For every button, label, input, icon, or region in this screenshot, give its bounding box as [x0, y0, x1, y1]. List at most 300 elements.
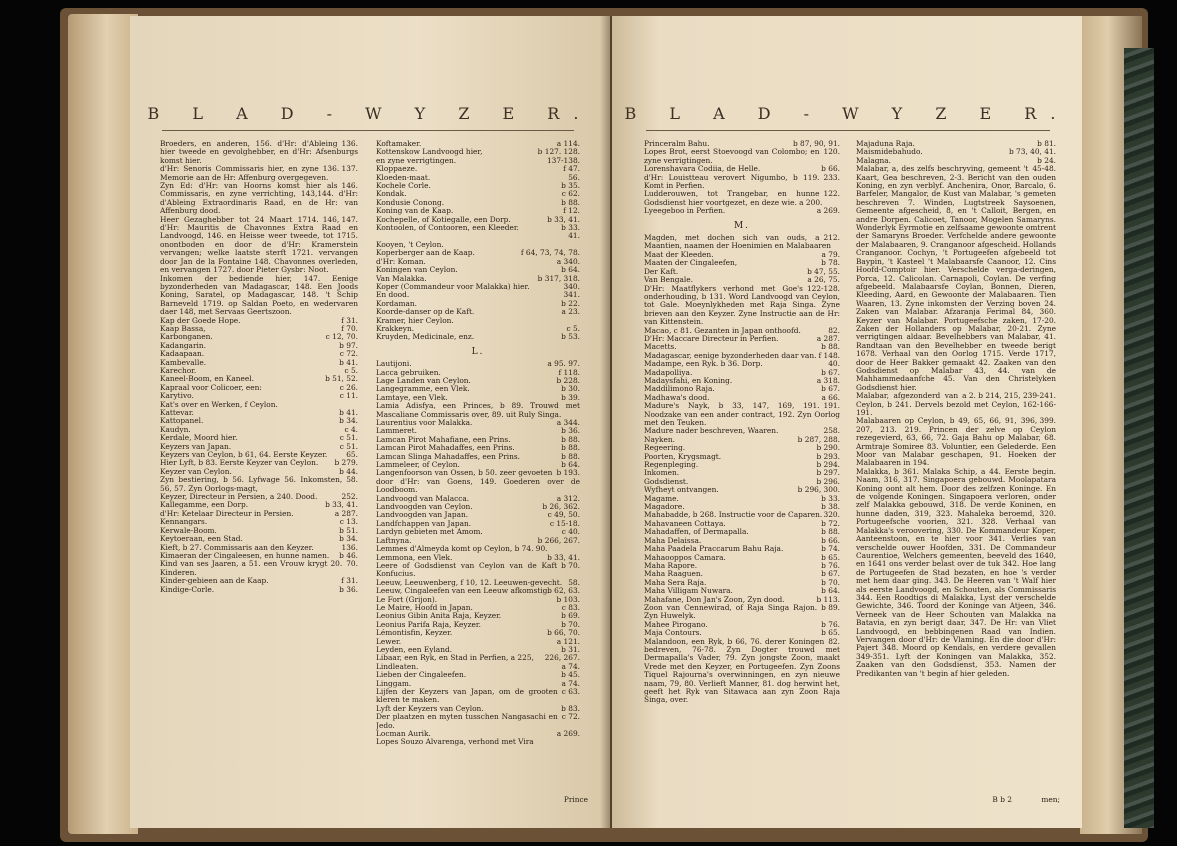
index-column-2: [856, 140, 1056, 678]
entry-text: Koperberger aan de Kaap.: [376, 249, 475, 258]
index-entry: [160, 493, 358, 501]
page-reference: b 69.: [561, 612, 580, 621]
entry-text: Leeuw, Cingaleefen van een Leeuw afkomstig.: [376, 587, 550, 596]
entry-text: Kimaeran der Cingaleesen, en hunne namen.: [160, 551, 330, 560]
entry-text: Le Fort (Grijon).: [376, 595, 438, 604]
page-reference: b 53.: [561, 333, 580, 342]
page-reference: c 4.: [344, 425, 358, 434]
entry-text: Malabaaren op Ceylon, b 49, 65, 66, 91, 207, 213. 219. Princen der zelve op Ceylon rezegevierd, 63, 66, 72. Gaja Bahu op Malabar, 68. Armtraje Somiree 83. Voluntier, een Gelederde. Een Moor van Malabar geschapen, 91. Hoeken der Malabaaren in 194.: [856, 417, 1056, 468]
entry-text: Kramer, hier Ceylon.: [376, 316, 454, 325]
entry-text: Kap der Goede Hope.: [160, 316, 241, 325]
entry-text: Regeering.: [644, 444, 686, 453]
page-reference: b 65.: [821, 629, 840, 638]
page-reference: b 76.: [821, 620, 840, 629]
index-entry: [376, 537, 580, 545]
entry-text: Maddilimono Raja.: [644, 385, 715, 394]
page-reference: b 30.: [561, 385, 580, 394]
page-reference: b 89.: [821, 603, 840, 612]
index-entry: [160, 275, 358, 317]
page-reference: c 13.: [339, 518, 358, 527]
entry-text: Lewer.: [376, 637, 402, 646]
page-reference: c 83.: [561, 603, 580, 612]
page-reference: b 87, 90, 91.: [792, 140, 840, 148]
index-entry: [160, 375, 358, 383]
page-reference: b 70.: [561, 561, 580, 570]
entry-text: Koorde-danser op de Kaft.: [376, 308, 475, 317]
marbled-endpaper: [1124, 48, 1154, 828]
index-entry: [376, 604, 580, 612]
index-entry: [644, 638, 840, 705]
index-entry: [376, 360, 580, 368]
page-reference: b 228.: [556, 376, 580, 385]
index-entry: [376, 503, 580, 511]
entry-text: Mahabadde, b 268. Instructie voor de Caparen.: [644, 511, 823, 520]
page-reference: b 88.: [561, 444, 580, 453]
entry-text: Landvoogd van Malacca.: [376, 494, 470, 503]
index-entry: [376, 427, 580, 435]
page-reference: b 74.: [821, 545, 840, 554]
page-reference: 341.: [563, 291, 580, 300]
entry-text: Leonius Parifa Raja, Keyzer.: [376, 620, 481, 629]
entry-text: Lamcan Pirot Mahadaffes, een Prins.: [376, 444, 515, 453]
entry-text: Van Bengale.: [644, 276, 693, 285]
index-entry: [376, 587, 580, 595]
entry-text: Mahadaffen, of Dermapalla.: [644, 528, 749, 537]
entry-text: Kennangars.: [160, 518, 208, 527]
index-entry: [376, 453, 580, 461]
entry-text: Maha Delaissa.: [644, 536, 702, 545]
page-reference: a 269.: [556, 730, 580, 739]
page-reference: c 51.: [339, 442, 358, 451]
entry-text: Lage Landen van Ceylon.: [376, 376, 471, 385]
entry-text: Zyn bestiering, b 56. Lyfwage 56. Inkomsten, 56, 57. Zyn Oorlogs-magt,: [160, 476, 343, 493]
page-reference: b 66.: [821, 536, 840, 545]
page-reference: 136.: [341, 140, 358, 148]
entry-text: Koftamaker.: [376, 140, 422, 148]
index-entry: [376, 621, 580, 629]
entry-text: Maha Rapore.: [644, 561, 698, 570]
header-rule: [162, 130, 574, 131]
entry-text: Mahavaneen Cottaya.: [644, 519, 726, 528]
index-entry: [376, 545, 580, 553]
index-entry: [644, 570, 840, 578]
entry-text: Lyft der Keyzers van Ceylon.: [376, 704, 484, 713]
page-reference: b 41.: [339, 409, 358, 417]
entry-text: Lieben der Cingaleefen.: [376, 671, 467, 680]
entry-text: Libaar, een Ryk, en Stad in Perfien, a 225,: [376, 654, 534, 663]
page-reference: b 266, 267.: [537, 536, 580, 545]
index-entry: [376, 258, 580, 266]
page-reference: c 5.: [344, 366, 358, 375]
page-reference: 146, 147.: [322, 215, 358, 224]
page-reference: b 103.: [556, 595, 580, 604]
entry-text: Keytoeraan, een Stad.: [160, 535, 243, 544]
page-reference: b 62, 63.: [547, 587, 580, 596]
entry-text: Kambevalle.: [160, 358, 207, 367]
index-entry: [376, 190, 580, 198]
entry-text: D'Hr: Maatflykers verhond met Goe's onderhouding, b 131. Word Landvoogd van Ceylon, tot Gale. Moeynlykheden met Raja Singa. Zyne brieven aan den Keyzer. Zyne Instructie aan de Hr: van Kittenstein.: [644, 284, 840, 327]
page-reference: a 340.: [556, 257, 580, 266]
page-reference: c 40.: [561, 528, 580, 537]
entry-text: Magame.: [644, 494, 679, 503]
index-entry: [644, 427, 840, 435]
page-reference: f 31.: [341, 316, 358, 325]
page-reference: b 64.: [561, 266, 580, 275]
entry-text: Madaysfahi, en Koning.: [644, 376, 733, 385]
entry-text: Poorten, Krygsmagt.: [644, 452, 722, 461]
page-reference: f 118.: [558, 368, 580, 377]
page-reference: b 66.: [821, 165, 840, 174]
entry-text: Maha Raaguen.: [644, 570, 704, 579]
index-entry: [160, 216, 358, 275]
index-entry: [376, 157, 580, 165]
entry-text: En dood.: [376, 291, 410, 300]
page-reference: b 88.: [821, 528, 840, 537]
entry-text: Kattevar.: [160, 409, 194, 417]
entry-text: Kapraal voor Colicoer, een:: [160, 383, 262, 392]
page-reference: b 83.: [561, 704, 580, 713]
page-reference: b 33, 41.: [325, 501, 358, 510]
index-entry: [376, 369, 580, 377]
index-entry: [160, 560, 358, 577]
index-entry: [856, 140, 1056, 148]
index-entry: [376, 216, 580, 224]
index-entry: [644, 621, 840, 629]
page-reference: f 31.: [341, 577, 358, 586]
entry-text: Leeuw, Leeuwenberg, f 10, 12. Leeuwen-gevecht.: [376, 578, 563, 587]
index-entry: [644, 268, 840, 276]
page-reference: 41.: [568, 232, 580, 241]
index-entry: [376, 713, 580, 730]
entry-text: Krakkeyn.: [376, 324, 415, 333]
page-reference: b 72.: [821, 519, 840, 528]
entry-text: Kinder-gebieen aan de Kaap.: [160, 577, 269, 586]
entry-text: Lammeret.: [376, 427, 417, 436]
page-reference: c 63.: [561, 688, 580, 696]
entry-text: Zoon van Cennewirad, of Raja Singa Rajon. Zyn Huwelyk.: [644, 603, 818, 621]
index-entry: [644, 385, 840, 393]
index-entry: [376, 680, 580, 688]
entry-text: Malandoon, een Ryk, b 66, 76. derer Koningen bedreven, 76-78. Zyn Dogter trouwd met Dermapalla's Vader, 79. Zyn jongste Zoon, maakt Vrede met den Keyzer, en Portugeefen. Zyn Zoons Tiquel Rajourna's overwinningen, en zyn nieuwe naam, 79, 80. Verlieft Manner, 81. dog herwint het, geeft het Ryk van Sitawaca aan zyn Zoon Raja Singa, over.: [644, 637, 840, 705]
entry-text: Leyden, een Eyland.: [376, 645, 453, 654]
page-reference: 137-138.: [546, 156, 580, 165]
entry-text: Lemmona, een Vlek.: [376, 553, 453, 562]
entry-text: Linggam.: [376, 679, 412, 688]
entry-text: Koper (Commandeur voor Malakka) hier.: [376, 282, 530, 291]
index-entry: [376, 249, 580, 257]
index-entry: [160, 392, 358, 400]
index-entry: [160, 527, 358, 535]
index-entry: [376, 174, 580, 182]
page-reference: b 41.: [339, 358, 358, 367]
page-reference: 320.: [823, 511, 840, 520]
index-entry: [160, 333, 358, 341]
index-entry: [160, 317, 358, 325]
index-entry: [376, 554, 580, 562]
index-entry: [160, 459, 358, 467]
page-reference: b 67.: [821, 570, 840, 579]
index-entry: [376, 612, 580, 620]
entry-text: Maaten der Cingaleefen,: [644, 259, 738, 268]
section-letter: L.: [471, 346, 485, 357]
page-reference: f 70.: [341, 324, 358, 333]
page-reference: 340.: [563, 282, 580, 291]
index-entry: [376, 520, 580, 528]
index-entry: [644, 511, 840, 519]
entry-text: Lamcan Slinga Mahadaffes, een Prins.: [376, 452, 521, 461]
index-entry: [376, 688, 580, 705]
index-entry: [376, 511, 580, 519]
index-entry: [376, 207, 580, 215]
entry-text: Maha Sera Raja.: [644, 578, 707, 587]
entry-text: Ludderouwen, tot Trangebar, en hunne Godsdienst hier voortgezet, en deze wie. a 200.: [644, 190, 823, 207]
entry-text: Kattopanel.: [160, 417, 204, 426]
entry-text: Kruyden, Medicinale, enz.: [376, 333, 475, 342]
index-entry: [644, 562, 840, 570]
index-entry: [376, 266, 580, 274]
index-column-2: [376, 140, 580, 747]
index-entry: [644, 587, 840, 595]
entry-text: Kind van ses Jaaren, a 51. een Vrouw krygt 20. Kinderen.: [160, 560, 343, 577]
index-entry: [160, 350, 358, 358]
index-entry: [376, 165, 580, 173]
index-entry: [376, 308, 580, 316]
page-reference: 120.: [823, 148, 840, 157]
index-entry: [644, 461, 840, 469]
index-entry: [644, 495, 840, 503]
index-entry: [644, 276, 840, 284]
entry-text: Madure's Nayk, b 33, 147, 169, 191. Noodzake van een ander contract, 192. Zyn Oorlog met den Teuken.: [644, 402, 840, 427]
page-reference: 212.: [823, 234, 840, 243]
index-entry: [856, 468, 1056, 678]
entry-text: Kloeden-maat.: [376, 173, 431, 182]
page-reference: 82.: [828, 326, 840, 335]
page-reference: b 33, 41.: [547, 553, 580, 562]
page-reference: b 31.: [561, 645, 580, 654]
entry-text: Regenpleging.: [644, 461, 699, 470]
page-header: B L A D - W Y Z E R.: [147, 104, 593, 123]
index-entry: [644, 352, 840, 360]
index-entry: [376, 325, 580, 333]
entry-text: Lemmes d'Almeyda komt op Ceylon, b 74. 90.: [376, 545, 548, 554]
page-reference: b 76.: [821, 561, 840, 570]
entry-text: Nayken.: [644, 435, 676, 444]
entry-text: Malagna.: [856, 156, 891, 165]
index-entry: [160, 518, 358, 526]
entry-text: Hier Lyft, b 83. Eerste Keyzer van Ceylon.: [160, 459, 319, 468]
index-entry: [160, 165, 358, 182]
entry-text: Heer Gezaghebber tot 24 Maart 1714. d'Hr: Mauritis de Chavonnes Extra Raad en Landvoogd, 146. en Heisse weer tweede, tot 1715. onontboden en door de d'Hr: Kramerstein vervangen; welke laatste sterft 1721. vervangen door Jan de la Fontaine 148. Chavonnes overleden, en vervangen 1727. door Pieter Gysbr: Noot.: [160, 215, 358, 275]
index-entry: [376, 394, 580, 402]
page-reference: b 51.: [339, 526, 358, 535]
index-entry: [644, 503, 840, 511]
page-reference: b 193.: [556, 469, 580, 478]
index-entry: [376, 730, 580, 738]
catchword: men;: [1041, 795, 1060, 804]
index-column-1: [644, 140, 840, 705]
index-entry: [856, 157, 1056, 165]
page-reference: c 72.: [561, 713, 580, 722]
page-reference: b 45.: [561, 671, 580, 680]
right-page: [612, 16, 1082, 828]
entry-text: Inkomen.: [644, 469, 680, 478]
entry-text: d'Hr: Koman.: [376, 257, 426, 266]
entry-text: Lacca gebruiken.: [376, 368, 441, 377]
page-reference: b 294.: [816, 461, 840, 470]
page-reference: a 344.: [556, 419, 580, 427]
entry-text: Leonius Gibin Anita Raja, Keyzer.: [376, 612, 502, 621]
entry-text: Kaneel-Boom, en Kaneel.: [160, 375, 254, 384]
index-entry: [376, 275, 580, 283]
entry-text: Kadaapaan.: [160, 350, 205, 359]
index-entry: [644, 165, 840, 173]
index-entry: [160, 384, 358, 392]
index-entry: [376, 705, 580, 713]
index-entry: [376, 148, 580, 156]
page-reference: a 74.: [561, 662, 580, 671]
index-entry: [644, 436, 840, 444]
entry-text: Laurentius voor Malakka.: [376, 419, 473, 427]
page-reference: b 33, 41.: [547, 215, 580, 224]
index-entry: [644, 369, 840, 377]
entry-text: Lopes Brot, eerst Stoevoogd van Colombo; en zyne verrigtingen.: [644, 148, 820, 165]
index-entry: [644, 486, 840, 494]
page-reference: b 67.: [821, 368, 840, 377]
page-reference: 40.: [828, 360, 840, 369]
entry-text: Lémontisfin, Keyzer.: [376, 629, 453, 638]
entry-text: Magadore.: [644, 503, 685, 512]
page-reference: c 15-18.: [549, 519, 580, 528]
index-entry: [376, 232, 580, 240]
entry-text: Malabar, afgezonderd van Ceylon, b 241. Dervels bezold met Ceylon, 162-166-191.: [856, 392, 1056, 417]
page-reference: a 79.: [821, 250, 840, 259]
entry-text: Lammeleer, of Ceylon.: [376, 461, 460, 470]
page-reference: 226, 267.: [544, 654, 580, 663]
index-entry: [376, 317, 580, 325]
page-reference: b 47, 55.: [807, 267, 840, 276]
entry-text: Madagascar, eenige byzonderheden daar van.: [644, 351, 817, 360]
page-header: B L A D - W Y Z E R.: [624, 104, 1070, 123]
entry-text: Princeralm Bahu.: [644, 140, 710, 148]
page-reference: b 51, 52.: [325, 375, 358, 384]
page-reference: b 73, 40, 41.: [1008, 148, 1056, 157]
entry-text: Maismidebahudo.: [856, 148, 923, 157]
index-entry: [376, 663, 580, 671]
entry-text: Kallegamme, een Dorp.: [160, 501, 249, 510]
left-page: [130, 16, 610, 828]
page-reference: b 65.: [821, 553, 840, 562]
page-reference: c 12, 70.: [325, 333, 358, 342]
page-reference: b 22.: [561, 299, 580, 308]
index-entry: [160, 552, 358, 560]
index-entry: [160, 544, 358, 552]
index-entry: [376, 638, 580, 646]
index-entry: [376, 436, 580, 444]
page-reference: 122-128.: [806, 284, 840, 293]
entry-text: Landvoogden van Ceylon.: [376, 503, 473, 512]
index-entry: [644, 469, 840, 477]
page-reference: a 312.: [556, 494, 580, 503]
entry-text: Kordaman.: [376, 299, 417, 308]
index-entry: [644, 174, 840, 191]
page-reference: b 35.: [561, 182, 580, 191]
page-reference: a 114.: [556, 140, 580, 148]
index-entry: [376, 377, 580, 385]
entry-text: Keyzer, Directeur in Persien, a 240. Dood.: [160, 493, 318, 502]
entry-text: Lopes Souzo Alvarenga, verhond met Vira: [376, 738, 534, 747]
entry-text: Kottenskow Landvoogd hier,: [376, 148, 483, 157]
entry-text: en zyne verrigtingen.: [376, 156, 457, 165]
index-entry: [376, 419, 580, 427]
page-reference: a 66.: [821, 393, 840, 402]
section-letter: M.: [733, 220, 751, 231]
page-reference: a 269.: [816, 207, 840, 216]
page-reference: b 113.: [816, 595, 840, 604]
index-entry: [376, 333, 580, 341]
page-reference: b 36.: [339, 585, 358, 594]
page-reference: 56.: [568, 173, 580, 182]
entry-text: Kondusie Conong.: [376, 198, 445, 207]
page-reference: 70.: [346, 560, 358, 569]
page-reference: a 287.: [334, 509, 358, 518]
page-reference: c 49, 50.: [547, 511, 580, 520]
page-reference: b 279.: [334, 459, 358, 468]
entry-text: Madhawa's dood.: [644, 393, 710, 402]
index-entry: [376, 291, 580, 299]
page-reference: 45-48.: [1032, 165, 1056, 174]
entry-text: Malabar, a, des zelfs beschryving, gemeent 't Kaart, Gea beschreven, 2-3. Bericht van den ouden Koning, en zyn verblyf. Anchenira, Onor, Barcalo, 6. Barfeler, Mangalor, de Kust van Malabar, 's gemeten beschreven 7. Winden, Lugtstreek Saysoenen, Gemeente afgescheid, 8, en 't Calloit, Bergen, en andre Dorpen. Calicoet, Tanoor, Mogelen Samaryns. Wonderlyk Eyrmotie en zelfsaame gewoonte omtrent der Samaryns Broeder. Verfchelde andere gewoonte der Malabaaren, 9. Cranganoor afgescheid. Hollands Cranganoor. Cochyn, 't Portugeefen afgebeeld tot Baypin, 't Kasteel 't Malabaarsfe Caanoor, 12. Cins Hoofd-Comptoir hier. Verschelde verga-deringen, Porca, 12. Calicolan. Carnapoli, Coylan. De verfing afgebeeld. Malabaarsfe Coylan, Bonnen, Dieren, Kleeding, Aard, en Gewoonte der Malabaaren. Tien Waaren, 13. Zyne inkomsten der Verzing boven 24. Zaken van Malabar. Afzaranja Ferimal 84, 360. Keyzer van Malabar. Portugeefsche zaken, 17-20. Zaken der Hollanders op Malabar, 20-21. Zyne verrigtingen aldaar. Bevelhebbers van Malabar, 41. Randtaan van den Bevelhebber en tweede berigt 1678. Verhaal van den Oorlog 1715. Verde 1717, door de Heer Bakker gemaakt 42. Zaaken van den Godsdienst op Malabar 43, 44. van de Mahhammedaanfche 45. Van den Christelyken Godsdienst hier.: [856, 165, 1056, 392]
page-reference: f 148.: [818, 351, 840, 360]
entry-text: Maha Paadela Praccarum Bahu Raja.: [644, 545, 784, 554]
entry-text: Kochepelle, of Kotiegalle, een Dorp.: [376, 215, 511, 224]
entry-text: Der plaatzen en myten tusschen Nangasachi en Jedo.: [376, 713, 558, 730]
page-reference: b 46.: [339, 551, 358, 560]
index-entry: [376, 402, 580, 419]
index-entry: [376, 224, 580, 232]
index-entry: [376, 528, 580, 536]
entry-text: Koning van de Kaap.: [376, 207, 454, 216]
page-reference: f 47.: [563, 165, 580, 174]
page-reference: c 5.: [566, 324, 580, 333]
index-entry: [376, 738, 580, 746]
page-reference: 146.: [341, 182, 358, 191]
page-reference: b 39.: [561, 393, 580, 402]
page-edges-left: [68, 14, 138, 834]
index-entry: [160, 409, 358, 417]
entry-text: d'Hr: Senoris Commissaris hier, en zyne Memorie aan de Hr: Affenburg overgegeven.: [160, 165, 329, 182]
index-entry: [376, 241, 580, 249]
index-entry: [160, 426, 358, 434]
entry-text: Keyzers van Japan.: [160, 442, 232, 451]
index-entry: [644, 377, 840, 385]
page-reference: b 33.: [561, 224, 580, 233]
page-reference: b 33.: [821, 494, 840, 503]
index-entry: [644, 528, 840, 536]
entry-text: Kat's over en Werken, f Ceylon.: [160, 400, 278, 409]
index-entry: [644, 285, 840, 327]
entry-text: Madure nader beschreven, Waaren.: [644, 427, 779, 436]
entry-text: Langenfoorson van Ossen, b 50. zeer gevoeten door d'Hr: van Goens, 149. Goederen over de Loodboom.: [376, 469, 580, 495]
entry-text: Maha Villigam Nuwara.: [644, 587, 733, 596]
index-entry: [376, 596, 580, 604]
index-entry: [376, 469, 580, 494]
index-entry: [644, 190, 840, 207]
entry-text: Madampe, een Ryk. b 36. Dorp.: [644, 360, 763, 369]
entry-text: Lijfen der Keyzers van Japan, om de grooten kleren te maken.: [376, 688, 558, 705]
page-reference: b 34.: [339, 417, 358, 426]
entry-text: Lindleaten.: [376, 662, 419, 671]
page-reference: b 66, 70.: [547, 629, 580, 638]
